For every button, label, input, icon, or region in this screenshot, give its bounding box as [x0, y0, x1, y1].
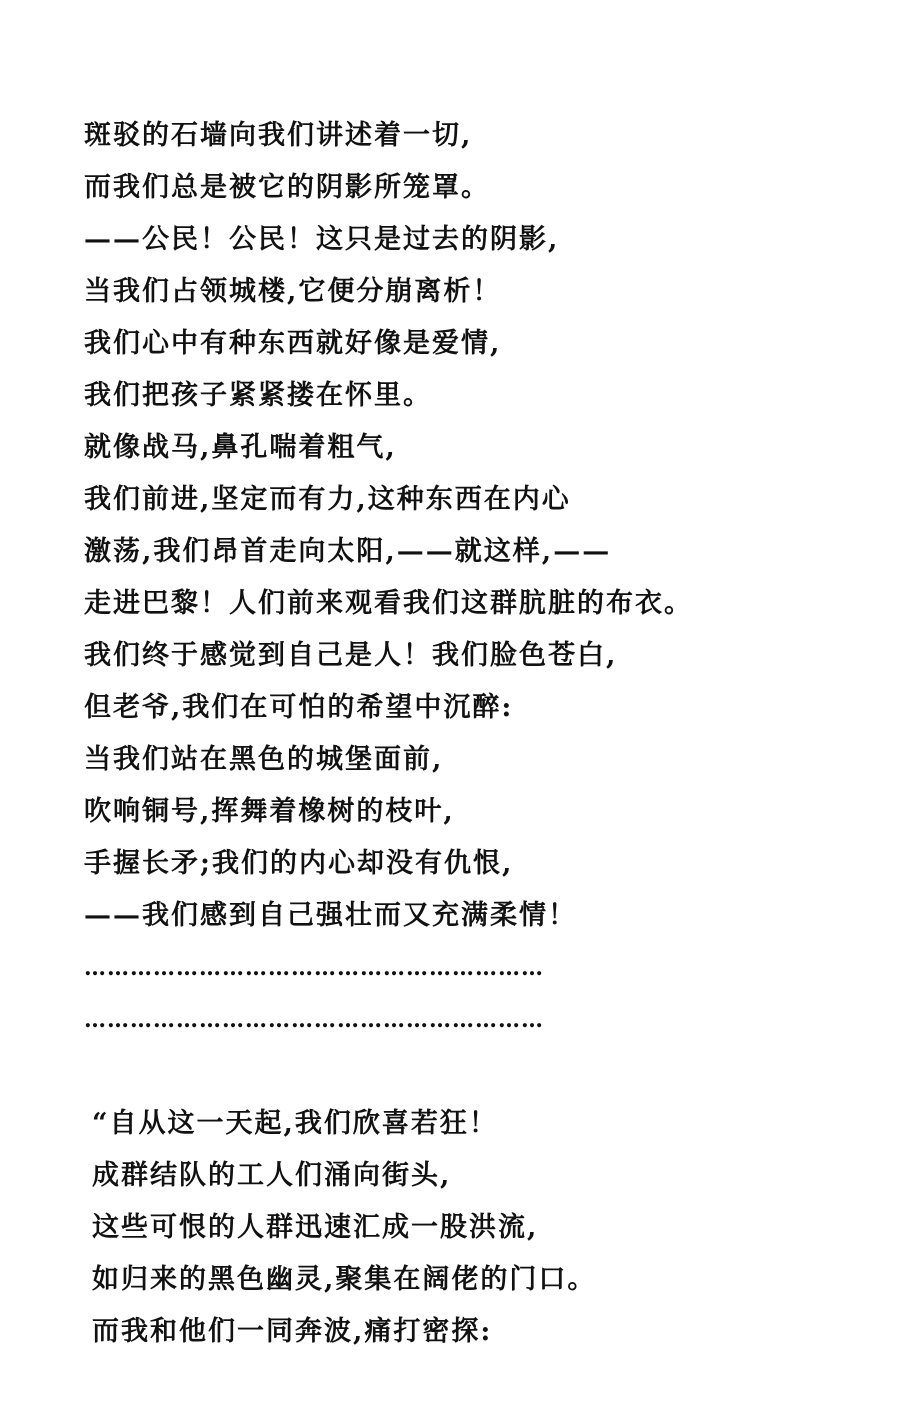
poem-line: 斑驳的石墙向我们讲述着一切,: [84, 120, 473, 151]
poem-line: 我们把孩子紧紧搂在怀里。: [84, 380, 432, 411]
poem-line: ——公民！公民！这只是过去的阴影,: [84, 224, 560, 255]
poem-line: 如归来的黑色幽灵,聚集在阔佬的门口。: [92, 1264, 597, 1295]
ellipsis-line: ……………………………………………………: [84, 1007, 544, 1033]
poem-line: 这些可恨的人群迅速汇成一股洪流,: [92, 1212, 539, 1243]
poem-line: 吹响铜号,挥舞着橡树的枝叶,: [84, 796, 455, 827]
poem-stanza-1: [84, 110, 864, 1046]
poem-stanza-2: [92, 1098, 872, 1358]
poem-line: 走进巴黎！人们前来观看我们这群肮脏的布衣。: [84, 588, 693, 619]
poem-line: 当我们占领城楼,它便分崩离析！: [84, 276, 502, 307]
poem-line: 但老爷,我们在可怕的希望中沉醉:: [84, 692, 514, 723]
poem-line: 而我和他们一同奔波,痛打密探:: [92, 1316, 493, 1347]
poem-line: 当我们站在黑色的城堡面前,: [84, 744, 444, 775]
ellipsis-line: ……………………………………………………: [84, 955, 544, 981]
poem-line: 我们终于感觉到自己是人！我们脸色苍白,: [84, 640, 618, 671]
poem-line: ——我们感到自己强壮而又充满柔情！: [84, 900, 577, 931]
poem-line: 激荡,我们昂首走向太阳,——就这样,——: [84, 536, 612, 567]
poem-line: “自从这一天起,我们欣喜若狂！: [92, 1108, 498, 1139]
poem-line: 手握长矛;我们的内心却没有仇恨,: [84, 848, 514, 879]
poem-line: 而我们总是被它的阴影所笼罩。: [84, 172, 490, 203]
poem-line: 就像战马,鼻孔喘着粗气,: [84, 432, 397, 463]
poem-line: 成群结队的工人们涌向街头,: [92, 1160, 452, 1191]
poem-line: 我们前进,坚定而有力,这种东西在内心: [84, 484, 571, 515]
poem-line: 我们心中有种东西就好像是爱情,: [84, 328, 502, 359]
